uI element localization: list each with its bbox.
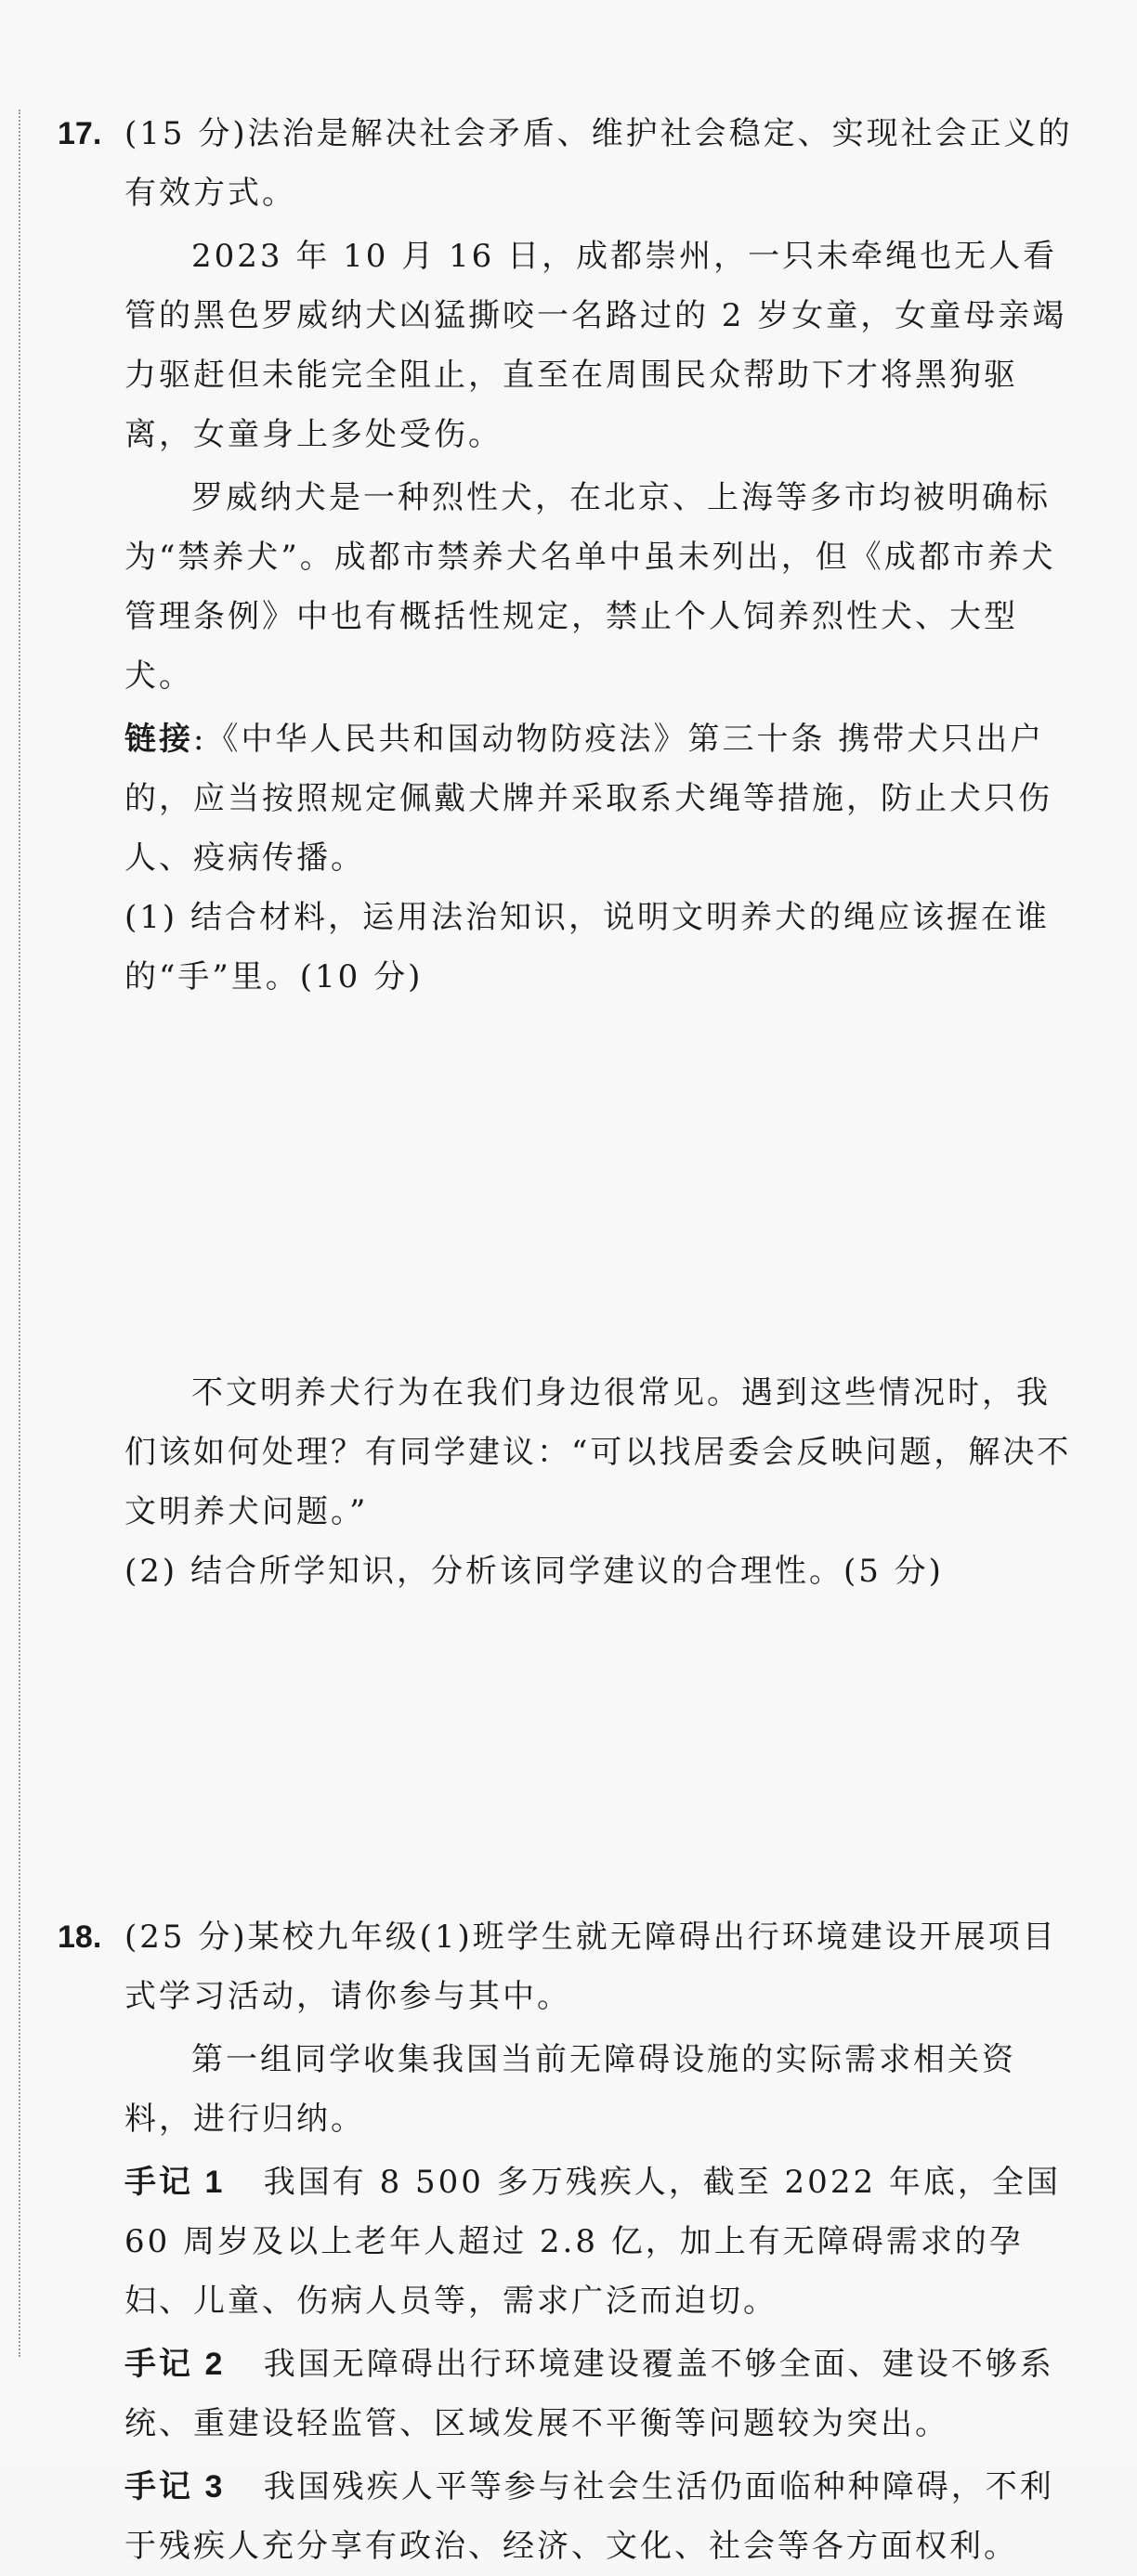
question-18-stem xyxy=(58,1907,1079,2026)
material-paragraph: 2023 年 10 月 16 日，成都崇州，一只未牵绳也无人看管的黑色罗威纳犬凶猛撕咬一名路过的 2 岁女童，女童母亲竭力驱赶但未能完全阻止，直至在周围民众帮助下才将黑狗驱离，女童身上多处受伤。 xyxy=(124,238,1067,453)
note-text: 我国残疾人平等参与社会生活仍面临种种障碍，不利于残疾人充分享有政治、经济、文化、社会等各方面权利。 xyxy=(124,2468,1054,2565)
material-paragraph: 罗威纳犬是一种烈性犬，在北京、上海等多市均被明确标为“禁养犬”。成都市禁养犬名单中虽未列出，但《成都市养犬管理条例》中也有概括性规定，禁止个人饲养烈性犬、大型犬。 xyxy=(124,479,1056,695)
question-stem-text: (15 分)法治是解决社会矛盾、维护社会稳定、实现社会正义的有效方式。 xyxy=(124,115,1073,212)
answer-space xyxy=(58,1601,1079,1907)
note-paragraph xyxy=(58,2453,1079,2576)
question-17-stem xyxy=(58,104,1079,223)
link-text: :《中华人民共和国动物防疫法》第三十条 携带犬只出户的，应当按照规定佩戴犬牌并采取系犬绳等措施，防止犬只伤人、疫病传播。 xyxy=(124,721,1052,877)
material-paragraph: 不文明养犬行为在我们身边很常见。遇到这些情况时，我们该如何处理？有同学建议：“可以找居委会反映问题，解决不文明养犬问题。” xyxy=(124,1374,1072,1530)
intro-paragraph: 第一组同学收集我国当前无障碍设施的实际需求相关资料，进行归纳。 xyxy=(124,2041,1016,2138)
note-text: 我国有 8 500 多万残疾人，截至 2022 年底，全国 60 周岁及以上老年人超过 2.8 亿，加上有无障碍需求的孕妇、儿童、伤病人员等，需求广泛而迫切。 xyxy=(124,2164,1061,2320)
note-label: 手记 2 xyxy=(124,2347,226,2382)
note-label: 手记 1 xyxy=(124,2165,226,2200)
sub-question-1: (1) 结合材料，运用法治知识，说明文明养犬的绳应该握在谁的“手”里。(10 分) xyxy=(124,899,1050,995)
answer-space xyxy=(58,1007,1079,1363)
binding-margin-line xyxy=(19,110,20,2357)
question-number: 18. xyxy=(58,1919,102,1955)
note-text: 我国无障碍出行环境建设覆盖不够全面、建设不够系统、重建设轻监管、区域发展不平衡等问题较为突出。 xyxy=(124,2346,1054,2442)
link-paragraph xyxy=(58,706,1079,888)
sub-question-2: (2) 结合所学知识，分析该同学建议的合理性。(5 分) xyxy=(124,1553,944,1590)
note-paragraph xyxy=(58,2331,1079,2453)
note-paragraph xyxy=(58,2149,1079,2331)
link-label: 链接 xyxy=(124,722,193,757)
page-content xyxy=(58,104,1079,2576)
question-number: 17. xyxy=(58,116,102,151)
question-stem-text: (25 分)某校九年级(1)班学生就无障碍出行环境建设开展项目式学习活动，请你参与其中。 xyxy=(124,1919,1057,2015)
note-label: 手记 3 xyxy=(124,2469,226,2504)
